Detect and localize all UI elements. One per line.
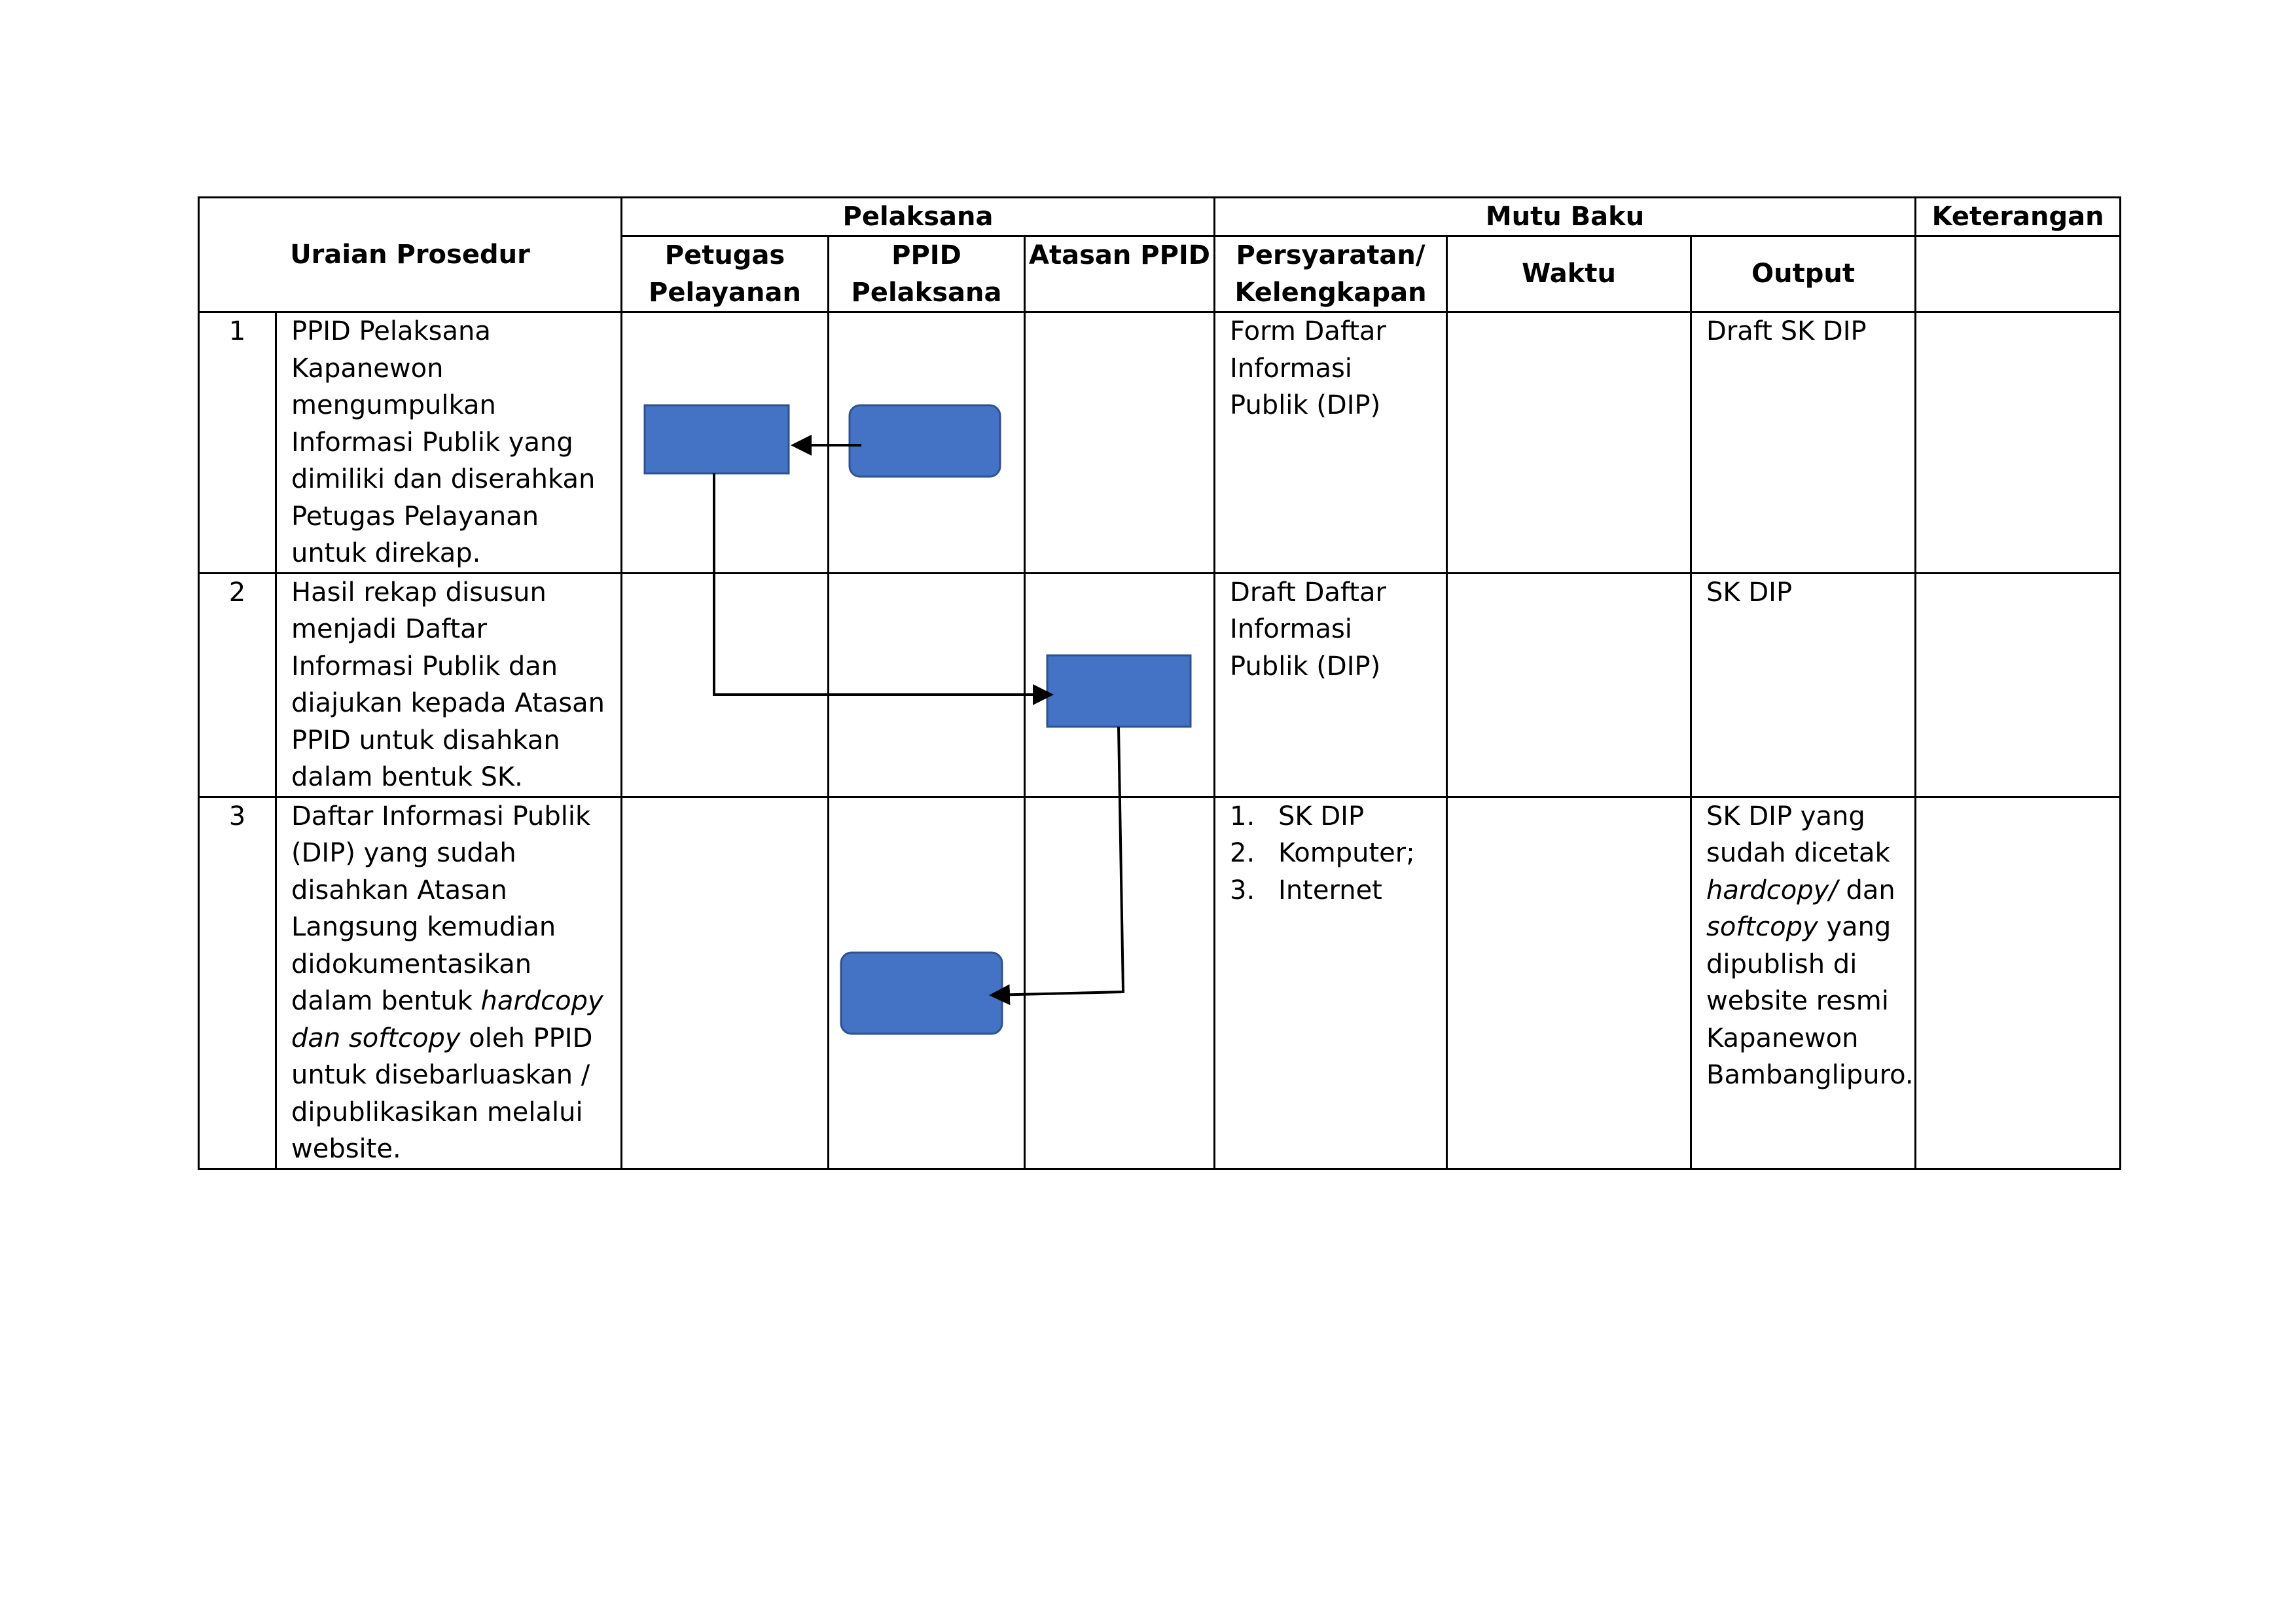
header-row-top xyxy=(199,198,2121,236)
header-petugas-pelayanan: Petugas Pelayanan xyxy=(622,236,829,312)
row-time xyxy=(1447,797,1691,1169)
row-requirements xyxy=(1215,797,1447,1169)
output-italic: hardcopy/ xyxy=(1706,875,1838,905)
sop-table xyxy=(198,196,2121,1170)
output-italic: softcopy xyxy=(1706,912,1818,942)
row-description xyxy=(276,797,622,1169)
row-note xyxy=(1916,573,2121,797)
lane-petugas-pelayanan xyxy=(622,573,829,797)
lane-petugas-pelayanan xyxy=(622,312,829,574)
table-row xyxy=(199,573,2121,797)
header-pelaksana: Pelaksana xyxy=(622,198,1215,236)
output-text: dan xyxy=(1837,875,1895,905)
description-italic: hardcopy dan softcopy xyxy=(291,986,603,1053)
row-output: Draft SK DIP xyxy=(1691,312,1916,574)
header-persyaratan: Persyaratan/ Kelengkapan xyxy=(1215,236,1447,312)
row-number: 3 xyxy=(199,797,276,1169)
row-number: 1 xyxy=(199,312,276,574)
row-time xyxy=(1447,573,1691,797)
row-note xyxy=(1916,312,2121,574)
list-number: 1. xyxy=(1230,801,1255,831)
header-waktu: Waktu xyxy=(1447,236,1691,312)
header-keterangan-blank xyxy=(1916,236,2121,312)
description-text: Daftar Informasi Publik (DIP) yang sudah disahkan Atasan Langsung kemudian didokumentasikan dalam bentuk xyxy=(291,801,591,1016)
row-time xyxy=(1447,312,1691,574)
lane-ppid-pelaksana xyxy=(829,573,1025,797)
requirements-list xyxy=(1230,798,1438,909)
list-number: 2. xyxy=(1230,838,1255,868)
list-number: 3. xyxy=(1230,875,1255,905)
list-text: Komputer; xyxy=(1278,838,1415,868)
header-uraian-prosedur: Uraian Prosedur xyxy=(199,198,622,312)
lane-ppid-pelaksana xyxy=(829,312,1025,574)
row-number: 2 xyxy=(199,573,276,797)
list-item xyxy=(1230,872,1438,909)
list-item xyxy=(1230,798,1438,835)
lane-atasan-ppid xyxy=(1025,312,1215,574)
row-description: Hasil rekap disusun menjadi Daftar Informasi Publik dan diajukan kepada Atasan PPID untuk disahkan dalam bentuk SK. xyxy=(276,573,622,797)
table-row xyxy=(199,797,2121,1169)
list-text: Internet xyxy=(1278,875,1382,905)
row-note xyxy=(1916,797,2121,1169)
header-atasan-ppid: Atasan PPID xyxy=(1025,236,1215,312)
output-text: SK DIP yang sudah dicetak xyxy=(1706,801,1890,868)
lane-ppid-pelaksana xyxy=(829,797,1025,1169)
header-output: Output xyxy=(1691,236,1916,312)
row-description: PPID Pelaksana Kapanewon mengumpulkan Informasi Publik yang dimiliki dan diserahkan Petugas Pelayanan untuk direkap. xyxy=(276,312,622,574)
lane-atasan-ppid xyxy=(1025,797,1215,1169)
lane-atasan-ppid xyxy=(1025,573,1215,797)
header-ppid-pelaksana: PPID Pelaksana xyxy=(829,236,1025,312)
list-item xyxy=(1230,835,1438,872)
header-mutu-baku: Mutu Baku xyxy=(1215,198,1916,236)
description-text: oleh PPID untuk disebarluaskan / dipublikasikan melalui website. xyxy=(291,1023,593,1164)
row-output xyxy=(1691,797,1916,1169)
list-text: SK DIP xyxy=(1278,801,1365,831)
row-output: SK DIP xyxy=(1691,573,1916,797)
output-text: yang dipublish di website resmi Kapanewon Bambanglipuro. xyxy=(1706,912,1914,1090)
row-requirements: Form Daftar Informasi Publik (DIP) xyxy=(1215,312,1447,574)
table-row xyxy=(199,312,2121,574)
lane-petugas-pelayanan xyxy=(622,797,829,1169)
row-requirements: Draft Daftar Informasi Publik (DIP) xyxy=(1215,573,1447,797)
header-keterangan: Keterangan xyxy=(1916,198,2121,236)
